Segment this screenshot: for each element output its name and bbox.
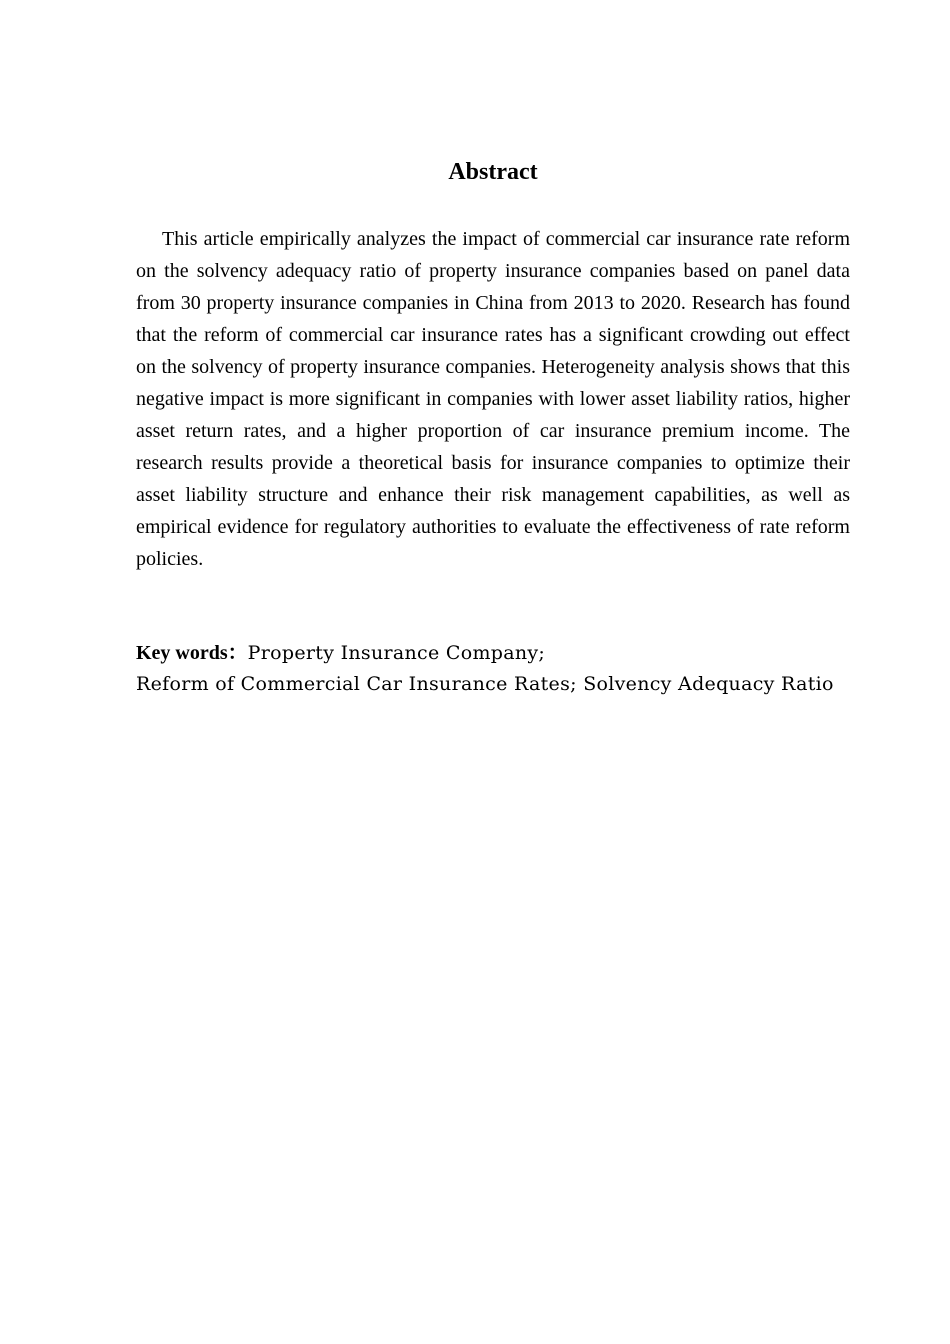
abstract-body: This article empirically analyzes the impact of commercial car insurance rate reform on the solvency adequacy ratio of property insurance companies based on panel data from 30 property insurance companies in China from 2013 to 2020. Research has found that the reform of commercial car insurance rates has a significant crowding out effect on the solvency of property insurance companies. Heterogeneity analysis shows that this negative impact is more significant in companies with lower asset liability ratios, higher asset return rates, and a higher proportion of car insurance premium income. The research results provide a theoretical basis for insurance companies to optimize their asset liability structure and enhance their risk management capabilities, as well as empirical evidence for regulatory authorities to evaluate the effectiveness of rate reform policies. (136, 228, 850, 570)
abstract-title: Abstract (448, 159, 538, 185)
keywords-label: Key words： (136, 642, 248, 664)
keywords-line-2: Reform of Commercial Car Insurance Rates; Solvency Adequacy Ratio (136, 673, 834, 695)
keywords-line-1: Property Insurance Company; (247, 642, 546, 664)
keywords-section (136, 638, 850, 700)
